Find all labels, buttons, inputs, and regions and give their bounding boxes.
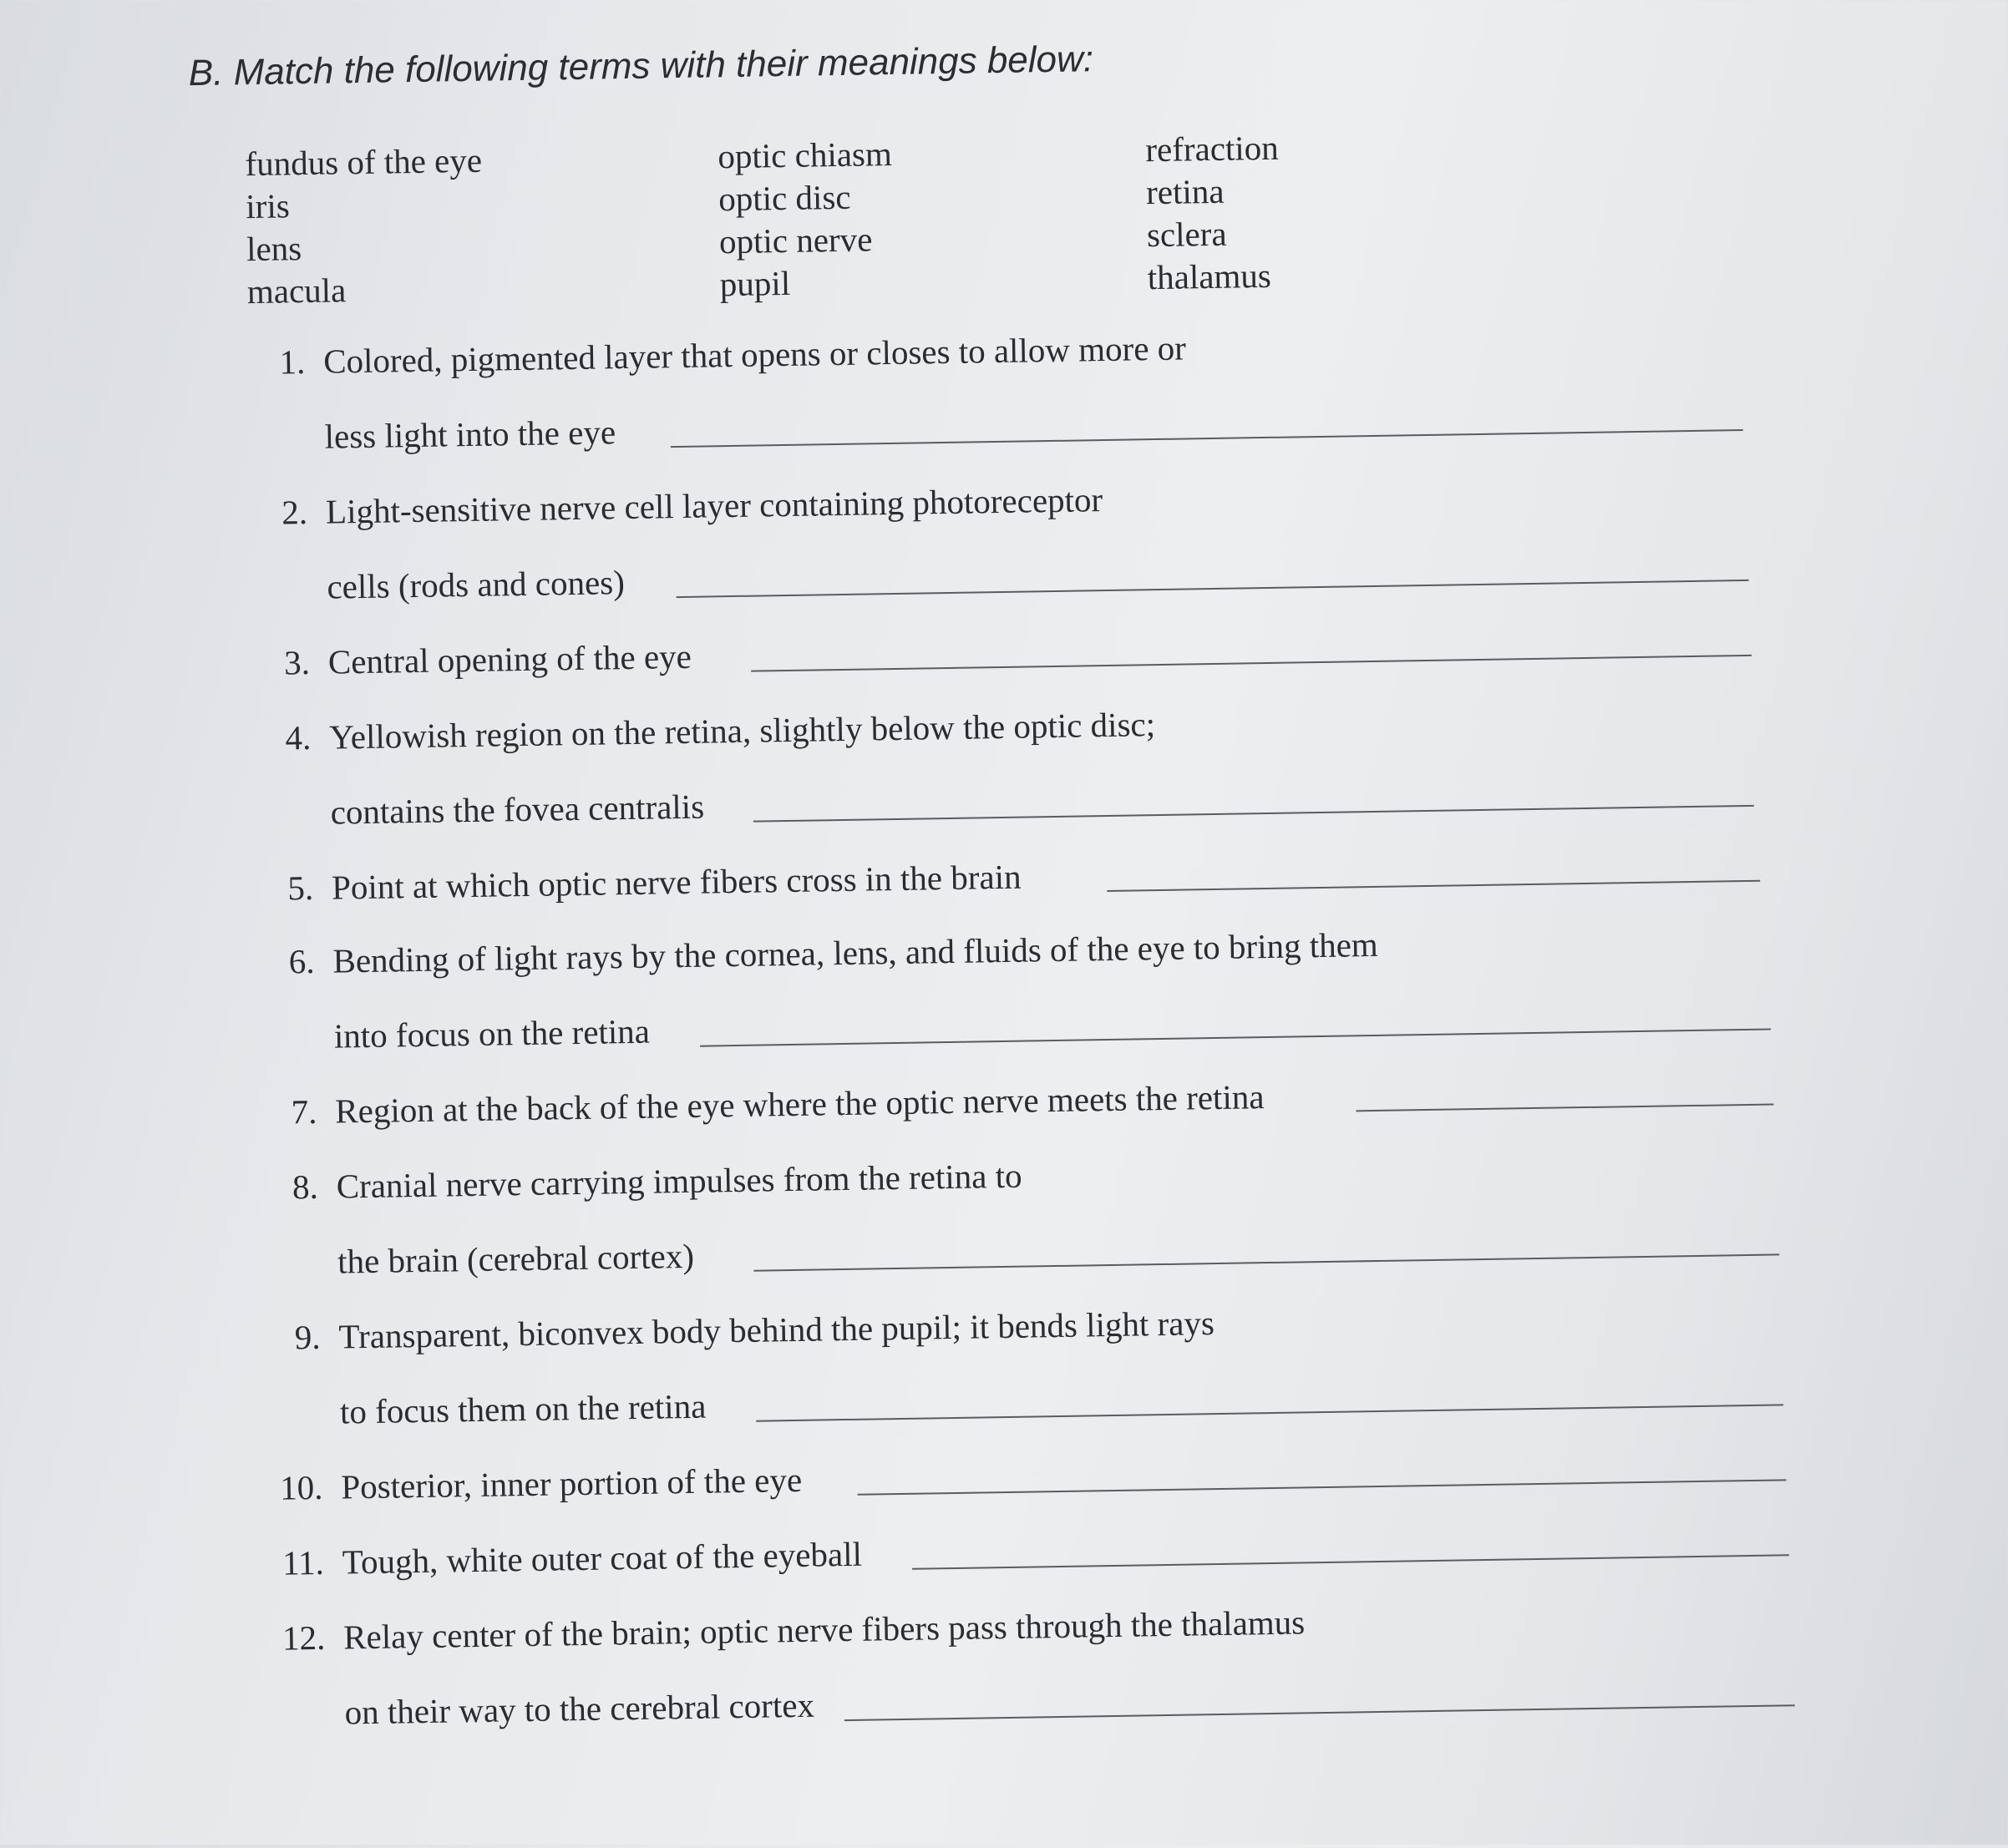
- question-number: 1.: [279, 342, 306, 382]
- term-item: macula: [246, 271, 347, 311]
- term-item: retina: [1145, 171, 1225, 212]
- question-2-text-cont: [327, 562, 625, 607]
- term-item: fundus of the eye: [245, 140, 483, 184]
- term-item: lens: [246, 229, 302, 269]
- question-7-text: [291, 1076, 1265, 1132]
- question-number: 12.: [281, 1618, 326, 1658]
- term-item: refraction: [1145, 128, 1280, 170]
- question-10-text: [279, 1460, 803, 1507]
- question-text: Cranial nerve carrying impulses from the retina to: [336, 1156, 1022, 1206]
- question-number: 9.: [294, 1317, 321, 1357]
- question-1-text: [279, 327, 1187, 382]
- question-4-text: [285, 704, 1156, 757]
- question-text: Relay center of the brain; optic nerve fibers pass through the thalamus: [342, 1602, 1306, 1657]
- question-number: 2.: [281, 492, 308, 532]
- question-text: Central opening of the eye: [327, 636, 692, 681]
- answer-line-11[interactable]: [912, 1554, 1789, 1569]
- question-text: Tough, white outer coat of the eyeball: [342, 1534, 863, 1582]
- answer-line-8[interactable]: [753, 1253, 1779, 1271]
- answer-line-4[interactable]: [753, 805, 1754, 823]
- question-text: Posterior, inner portion of the eye: [341, 1460, 803, 1506]
- question-text: Colored, pigmented layer that opens or closes to allow more or: [322, 328, 1187, 381]
- section-heading: B. Match the following terms with their meanings below:: [188, 38, 1094, 94]
- question-text: contains the fovea centralis: [330, 787, 705, 832]
- question-5-text: [287, 857, 1022, 908]
- question-number: 5.: [287, 868, 314, 908]
- question-11-text: [281, 1534, 863, 1582]
- question-text: into focus on the retina: [333, 1011, 651, 1056]
- question-text: Point at which optic nerve fibers cross in the brain: [331, 857, 1022, 907]
- answer-line-1[interactable]: [671, 429, 1743, 448]
- answer-line-6[interactable]: [700, 1029, 1771, 1047]
- answer-line-9[interactable]: [756, 1404, 1783, 1421]
- question-text: Transparent, biconvex body behind the pupil; it bends light rays: [338, 1304, 1215, 1356]
- answer-line-10[interactable]: [858, 1479, 1787, 1495]
- question-text: Bending of light rays by the cornea, lens, and fluids of the eye to bring them: [332, 924, 1379, 980]
- question-12-text: [281, 1602, 1306, 1658]
- answer-line-3[interactable]: [751, 655, 1752, 672]
- question-number: 11.: [281, 1542, 325, 1582]
- question-1-text-cont: [324, 412, 616, 456]
- question-6-text-cont: [334, 1011, 651, 1056]
- question-6-text: [288, 924, 1379, 981]
- question-4-text-cont: [330, 787, 704, 833]
- question-12-text-cont: [344, 1685, 814, 1733]
- question-number: 7.: [291, 1091, 317, 1132]
- question-3-text: [283, 636, 692, 682]
- question-text: Region at the back of the eye where the optic nerve meets the retina: [334, 1077, 1265, 1131]
- question-9-text-cont: [340, 1386, 707, 1432]
- question-text: cells (rods and cones): [327, 563, 626, 606]
- question-9-text: [294, 1303, 1215, 1357]
- term-item: pupil: [719, 263, 791, 304]
- question-text: to focus them on the retina: [339, 1386, 707, 1431]
- question-8-text: [292, 1156, 1022, 1207]
- question-text: less light into the eye: [324, 413, 616, 456]
- question-8-text-cont: [337, 1236, 695, 1282]
- question-number: 4.: [285, 717, 312, 757]
- question-number: 8.: [292, 1167, 319, 1207]
- term-item: sclera: [1146, 214, 1227, 255]
- question-text: Yellowish region on the retina, slightly below the optic disc;: [328, 705, 1156, 757]
- term-item: iris: [245, 186, 291, 226]
- answer-line-12[interactable]: [844, 1704, 1795, 1721]
- answer-line-7[interactable]: [1356, 1104, 1773, 1112]
- question-text: Light-sensitive nerve cell layer containing photoreceptor: [325, 480, 1103, 531]
- question-number: 3.: [283, 642, 311, 682]
- question-2-text: [281, 479, 1103, 532]
- term-item: optic chiasm: [718, 134, 893, 176]
- answer-line-5[interactable]: [1107, 880, 1760, 892]
- question-text: on their way to the cerebral cortex: [344, 1685, 815, 1732]
- answer-line-2[interactable]: [677, 580, 1749, 598]
- question-text: the brain (cerebral cortex): [337, 1236, 695, 1281]
- question-number: 10.: [279, 1467, 323, 1507]
- term-item: thalamus: [1147, 256, 1272, 297]
- term-item: optic disc: [718, 177, 851, 219]
- term-item: optic nerve: [718, 220, 873, 261]
- question-number: 6.: [288, 941, 315, 981]
